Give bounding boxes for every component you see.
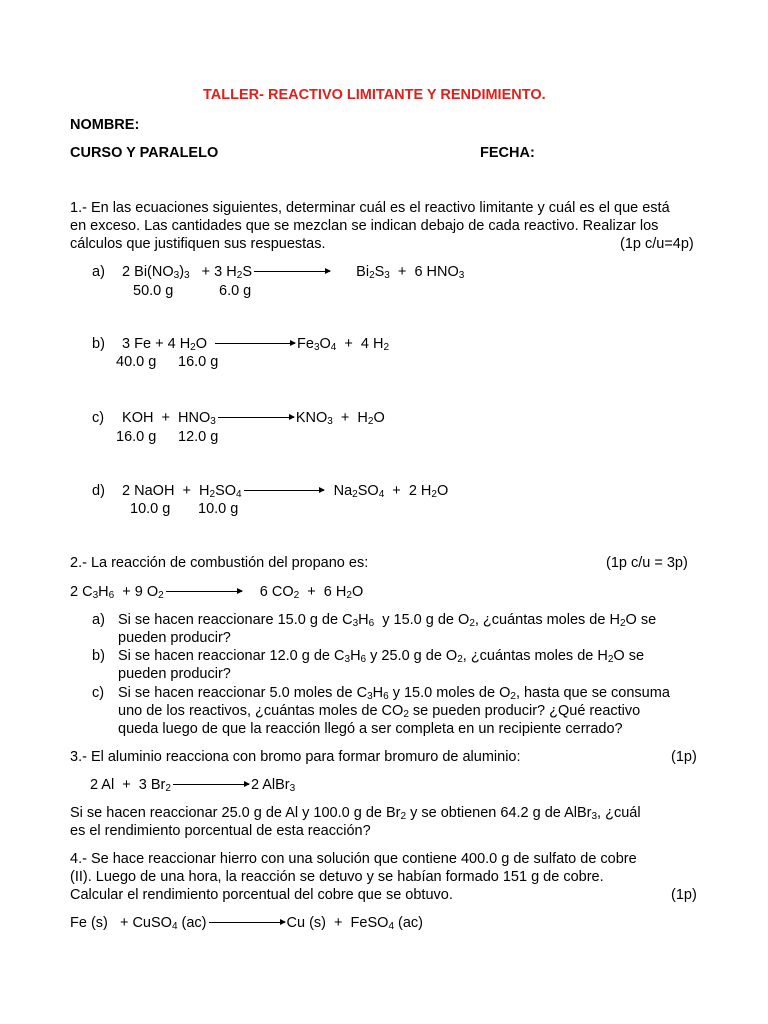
q1-b-label: b) (92, 336, 105, 352)
page-title: TALLER- REACTIVO LIMITANTE Y RENDIMIENTO. (203, 87, 546, 103)
q2-c-text-2: uno de los reactivos, ¿cuántas moles de $CO_2$ se pueden producir? ¿Qué reactivo (118, 703, 641, 720)
q1-points: (1p c/u=4p) (620, 236, 694, 252)
q4-points: (1p) (671, 887, 697, 903)
q4-text-1: 4.- Se hace reaccionar hierro con una solución que contiene 400.0 g de sulfato de cobre (70, 851, 637, 867)
q1-intro-line-1: 1.- En las ecuaciones siguientes, determinar cuál es el reactivo limitante y cuál es el que está (70, 200, 670, 216)
q2-a-label: a) (92, 612, 105, 628)
q3-intro: 3.- El aluminio reacciona con bromo para formar bromuro de aluminio: (70, 749, 521, 765)
q1-a-mass-2: 6.0 g (219, 283, 252, 299)
q1-intro-line-3: cálculos que justifiquen sus respuestas. (70, 236, 326, 252)
q3-text-2: es el rendimiento porcentual de esta reacción? (70, 823, 371, 839)
arrow-icon (218, 417, 294, 418)
q1-b-equation: b) 3 Fe + 4 $H_2O$ $Fe_3O_4 + 4$ $H_2$ (92, 336, 390, 353)
q1-b-mass-2: 16.0 g (178, 354, 219, 370)
q2-c-label: c) (92, 685, 105, 701)
fecha-label: FECHA: (480, 145, 535, 161)
q2-c-text-3: queda luego de que la reacción llegó a ser completa en un recipiente cerrado? (118, 721, 623, 737)
q4-text-3: Calcular el rendimiento porcentual del cobre que se obtuvo. (70, 887, 453, 903)
q1-c-equation: c) KOH + $HNO_3$ $KNO_3 + H_2O$ (92, 410, 385, 427)
q3-points: (1p) (671, 749, 697, 765)
q1-a-mass-1: 50.0 g (133, 283, 174, 299)
q3-text-1: Si se hacen reaccionar 25.0 g de Al y 100.0 g de $Br_2$ y se obtienen 64.2 g de AlBr$_3$, ¿cuál (70, 805, 641, 822)
q4-text-2: (II). Luego de una hora, la reacción se detuvo y se habían formado 151 g de cobre. (70, 869, 604, 885)
q2-points: (1p c/u = 3p) (606, 555, 688, 571)
q2-c-text: Si se hacen reaccionar 5.0 moles de $C_3H_6$ y 15.0 moles de $O_2$, hasta que se consuma (118, 685, 670, 702)
q2-intro: 2.- La reacción de combustión del propano es: (70, 555, 369, 571)
q1-intro-line-2: en exceso. Las cantidades que se mezclan se indican debajo de cada reactivo. Realizar los (70, 218, 659, 234)
q1-c-mass-2: 12.0 g (178, 429, 219, 445)
q1-c-mass-1: 16.0 g (116, 429, 157, 445)
arrow-icon (173, 784, 249, 785)
q2-a-text: Si se hacen reaccionare 15.0 g de $C_3H_6$ y 15.0 g de $O_2$, ¿cuántas moles de $H_2O$ se (118, 612, 657, 629)
q2-b-label: b) (92, 648, 105, 664)
arrow-icon (209, 922, 285, 923)
arrow-icon (254, 271, 330, 272)
curso-label: CURSO Y PARALELO (70, 145, 219, 161)
q1-c-label: c) (92, 410, 105, 426)
q1-d-mass-1: 10.0 g (130, 501, 171, 517)
q2-b-text-2: pueden producir? (118, 666, 231, 682)
q3-equation: 2 Al + 3 $Br_2$ 2 AlBr$_3$ (90, 777, 296, 794)
q1-a-equation: a) 2 $Bi(NO_3)_3 + 3$ $H_2S$ $Bi_2S_3 + 6$ $HNO_3$ (92, 264, 465, 281)
q4-equation: Fe (s) + CuSO$_4$ (ac) Cu (s) + FeSO$_4$ (ac) (70, 915, 423, 932)
q2-equation: 2 $C_3H_6 + 9$ $O_2$ 6 $CO_2 + 6$ $H_2O$ (70, 584, 364, 601)
q1-d-label: d) (92, 483, 105, 499)
q1-a-label: a) (92, 264, 105, 280)
q2-b-text: Si se hacen reaccionar 12.0 g de $C_3H_6$ y 25.0 g de $O_2$, ¿cuántas moles de $H_2O$ se (118, 648, 645, 665)
arrow-icon (244, 490, 324, 491)
q1-b-mass-1: 40.0 g (116, 354, 157, 370)
nombre-label: NOMBRE: (70, 117, 140, 133)
arrow-icon (215, 343, 295, 344)
q1-d-equation: d) 2 NaOH + $H_2SO_4$ $Na_2SO_4 + 2$ $H_2O$ (92, 483, 449, 500)
q2-a-text-2: pueden producir? (118, 630, 231, 646)
q1-d-mass-2: 10.0 g (198, 501, 239, 517)
arrow-icon (166, 591, 242, 592)
